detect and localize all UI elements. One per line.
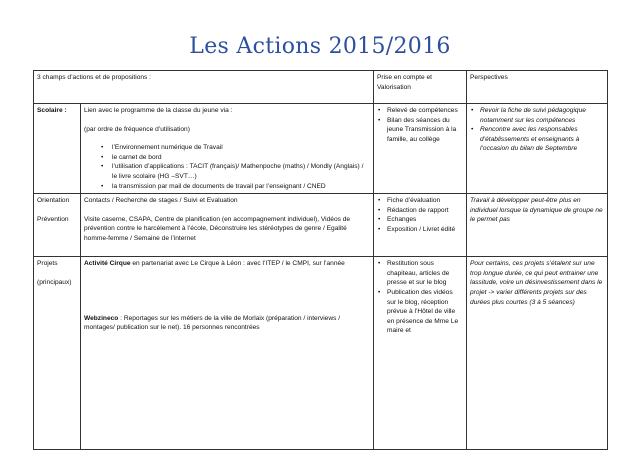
projets-valorisation bbox=[374, 257, 467, 450]
page-title: Les Actions 2015/2016 bbox=[189, 34, 451, 59]
list-item: • l’utilisation d’applications : TACIT (français)/ Mathenpoche (maths) / Mondly (Anglais) / le livre scolaire (HG –SVT…) bbox=[84, 162, 370, 181]
list-item: • Restitution sous chapiteau, articles de presse et sur le blog bbox=[377, 259, 463, 288]
orientation-valorisation bbox=[374, 194, 467, 257]
row-label-projets: Projets (principaux) bbox=[34, 257, 81, 450]
scolaire-intro: Lien avec le programme de la classe du jeune via : bbox=[84, 107, 233, 114]
scolaire-perspectives bbox=[467, 104, 608, 194]
projet-cirque: Activité Cirque en partenariat avec Le Cirque à Léon : avec l’ITEP / le CMPI, sur l’année bbox=[84, 260, 345, 268]
list-item: • Rédaction de rapport bbox=[377, 206, 463, 216]
scolaire-bullets bbox=[84, 143, 370, 191]
row-label-scolaire: Scolaire : bbox=[34, 104, 81, 194]
header-perspectives: Perspectives bbox=[467, 71, 608, 104]
header-valorisation: Prise en compte et Valorisation bbox=[374, 71, 467, 104]
row-label-orientation: Orientation Prévention bbox=[34, 194, 81, 257]
table-row-orientation bbox=[34, 194, 608, 257]
list-item: • Relevé de compétences bbox=[377, 106, 463, 116]
list-item: • Revoir la fiche de suivi pédagogique notamment sur les compétences bbox=[470, 106, 604, 125]
orientation-perspectives: Travail à développer peut-être plus en individuel lorsque la dynamique de groupe ne le permet pas bbox=[467, 194, 608, 257]
orientation-description: Contacts / Recherche de stages / Suivi et Evaluation Visite caserne, CSAPA, Centre de planification (en accompagnement individuel), Vidéos de prévention contre le harcèlement à l’école, Déconstruire les stéréotypes de genre / Egalité homme-femme / Semaine de l’internet bbox=[81, 194, 374, 257]
actions-table bbox=[33, 70, 608, 450]
table-row-scolaire bbox=[34, 104, 608, 194]
projets-description bbox=[81, 257, 374, 450]
table-row-projets bbox=[34, 257, 608, 450]
list-item: • Rencontre avec les responsables d’établissements et enseignants à l’occasion du bilan de Septembre bbox=[470, 125, 604, 154]
scolaire-valorisation bbox=[374, 104, 467, 194]
scolaire-description bbox=[81, 104, 374, 194]
table-header-row bbox=[34, 71, 608, 104]
list-item: • Fiche d’évaluation bbox=[377, 196, 463, 206]
list-item: • la transmission par mail de documents de travail par l’enseignant / CNED bbox=[84, 182, 370, 192]
list-item: • Publication des vidéos sur le blog, réception prévue à l’Hôtel de ville en présence de Mme Le maire et bbox=[377, 288, 463, 336]
projets-perspectives: Pour certains, ces projets s’étalent sur une trop longue durée, ce qui peut entrainer une lassitude, voire un désinvestissement dans le projet -> varier différents projets sur des durées plus courtes (3 à 5 séances) bbox=[467, 257, 608, 450]
scolaire-sub: (par ordre de fréquence d’utilisation) bbox=[84, 125, 190, 133]
projet-webzineco: Webzineco : Reportages sur les métiers de la ville de Morlaix (préparation / interviews / montages/ publication sur le net). 16 personnes rencontrées bbox=[84, 314, 341, 332]
list-item: • Echanges bbox=[377, 215, 463, 225]
header-champs: 3 champs d’actions et de propositions : bbox=[34, 71, 374, 104]
list-item: • Exposition / Livret édité bbox=[377, 225, 463, 235]
list-item: • le carnet de bord bbox=[84, 153, 370, 163]
list-item: • Bilan des séances du jeune Transmission à la famille, au collège bbox=[377, 116, 463, 145]
list-item: • l’Environnement numérique de Travail bbox=[84, 143, 370, 153]
